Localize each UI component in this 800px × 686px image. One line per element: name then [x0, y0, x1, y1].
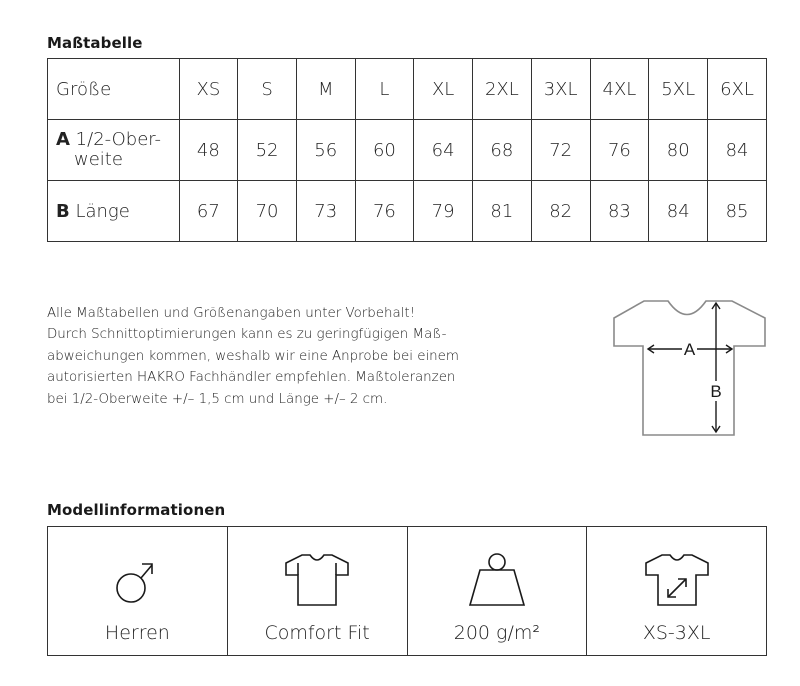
table-cell: 80	[649, 120, 708, 181]
table-row-header	[48, 59, 767, 120]
size-table	[47, 58, 767, 242]
size-header-cell: M	[296, 59, 355, 120]
model-info-label: 200 g/m²	[453, 622, 540, 644]
row-a-label-line2: weite	[74, 149, 123, 170]
size-header-cell: 5XL	[649, 59, 708, 120]
table-cell: 48	[179, 120, 238, 181]
table-cell: 79	[414, 181, 473, 242]
size-range-icon	[642, 553, 712, 609]
model-info-label: Herren	[104, 622, 170, 644]
row-b-letter: B	[56, 200, 70, 222]
size-header-cell: 6XL	[708, 59, 767, 120]
model-info-gender	[48, 527, 228, 655]
table-cell: 83	[590, 181, 649, 242]
table-row-length	[48, 181, 767, 242]
table-row-chest	[48, 120, 767, 181]
male-symbol-icon	[107, 553, 167, 609]
table-cell: 81	[472, 181, 531, 242]
table-cell: 84	[708, 120, 767, 181]
row-a-label	[48, 120, 180, 181]
disclaimer-line: Alle Maßtabellen und Größenangaben unter Vorbehalt!	[47, 306, 416, 321]
row-b-label	[48, 181, 180, 242]
model-info-weight	[408, 527, 588, 655]
table-cell: 67	[179, 181, 238, 242]
model-info-grid	[47, 526, 767, 656]
size-header-cell: XL	[414, 59, 473, 120]
table-cell: 52	[238, 120, 297, 181]
model-info-label: Comfort Fit	[264, 622, 370, 644]
disclaimer-line: Durch Schnittoptimierungen kann es zu geringfügigen Maß-	[47, 327, 447, 343]
row-a-label-line1: 1/2-Ober-	[75, 129, 162, 150]
header-label: Größe	[48, 59, 180, 120]
size-header-cell: 2XL	[472, 59, 531, 120]
size-table-title: Maßtabelle	[47, 34, 143, 52]
size-header-cell: 4XL	[590, 59, 649, 120]
model-info-fit	[228, 527, 408, 655]
table-cell: 68	[472, 120, 531, 181]
table-cell: 76	[590, 120, 649, 181]
table-cell: 82	[531, 181, 590, 242]
disclaimer-line: autorisierten HAKRO Fachhändler empfehlen. Maßtoleranzen	[47, 370, 456, 386]
tshirt-measurement-diagram	[612, 296, 768, 441]
disclaimer-line: abweichungen kommen, weshalb wir eine Anprobe bei einem	[47, 348, 459, 364]
size-header-cell: S	[238, 59, 297, 120]
row-a-letter: A	[56, 129, 70, 150]
table-cell: 56	[296, 120, 355, 181]
size-header-cell: 3XL	[531, 59, 590, 120]
measure-a-label: A	[683, 340, 696, 359]
table-cell: 70	[238, 181, 297, 242]
size-header-cell: XS	[179, 59, 238, 120]
table-cell: 72	[531, 120, 590, 181]
table-cell: 73	[296, 181, 355, 242]
table-cell: 84	[649, 181, 708, 242]
tshirt-icon	[282, 553, 352, 609]
model-info-title: Modellinformationen	[47, 501, 226, 519]
table-cell: 64	[414, 120, 473, 181]
model-info-label: XS-3XL	[642, 622, 711, 644]
table-cell: 60	[355, 120, 414, 181]
weight-icon	[462, 553, 532, 609]
model-info-sizes	[587, 527, 766, 655]
table-cell: 76	[355, 181, 414, 242]
size-header-cell: L	[355, 59, 414, 120]
measure-b-label: B	[710, 382, 722, 401]
disclaimer-text	[47, 303, 527, 410]
row-b-label-text: Länge	[75, 200, 130, 222]
tshirt-outline	[614, 301, 765, 435]
disclaimer-line: bei 1/2-Oberweite +/– 1,5 cm und Länge +/– 2 cm.	[47, 391, 388, 407]
table-cell: 85	[708, 181, 767, 242]
